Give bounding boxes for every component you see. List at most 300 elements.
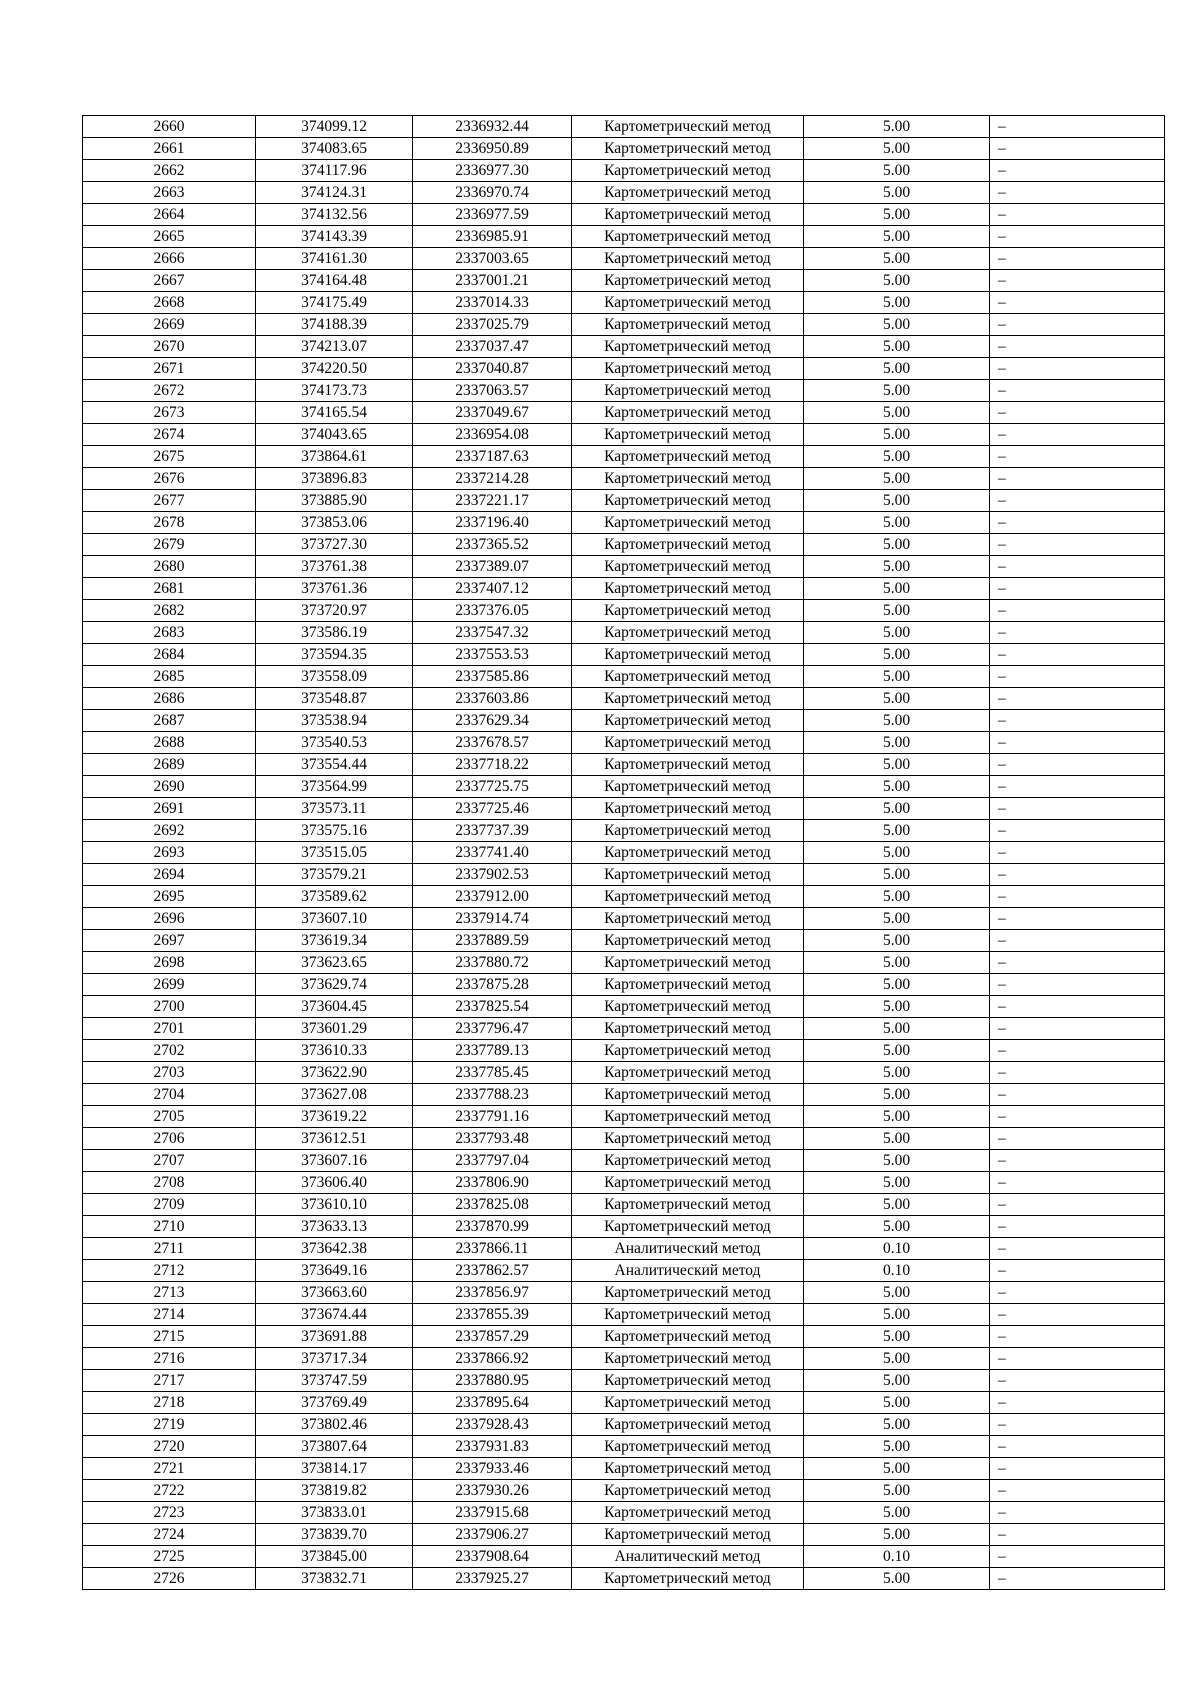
cell-coordinate-x: 373727.30 (256, 534, 413, 556)
cell-point-number: 2688 (83, 732, 256, 754)
cell-method: Картометрический метод (572, 600, 804, 622)
cell-coordinate-x: 373589.62 (256, 886, 413, 908)
table-row (83, 1018, 1165, 1040)
cell-point-number: 2679 (83, 534, 256, 556)
cell-point-number: 2682 (83, 600, 256, 622)
cell-method: Картометрический метод (572, 1282, 804, 1304)
cell-coordinate-x: 374188.39 (256, 314, 413, 336)
cell-coordinate-y: 2337585.86 (413, 666, 572, 688)
table-row (83, 490, 1165, 512)
coordinates-table (82, 115, 1165, 1590)
cell-note: – (990, 1458, 1165, 1480)
cell-accuracy: 5.00 (804, 116, 990, 138)
cell-accuracy: 5.00 (804, 952, 990, 974)
cell-method: Картометрический метод (572, 754, 804, 776)
cell-accuracy: 5.00 (804, 160, 990, 182)
cell-coordinate-x: 373610.10 (256, 1194, 413, 1216)
cell-point-number: 2694 (83, 864, 256, 886)
cell-coordinate-y: 2337914.74 (413, 908, 572, 930)
cell-method: Картометрический метод (572, 622, 804, 644)
table-row (83, 1282, 1165, 1304)
cell-accuracy: 5.00 (804, 1040, 990, 1062)
cell-coordinate-y: 2337603.86 (413, 688, 572, 710)
cell-coordinate-x: 374164.48 (256, 270, 413, 292)
cell-point-number: 2687 (83, 710, 256, 732)
cell-method: Аналитический метод (572, 1546, 804, 1568)
cell-note: – (990, 1172, 1165, 1194)
cell-coordinate-y: 2337895.64 (413, 1392, 572, 1414)
cell-note: – (990, 1524, 1165, 1546)
cell-coordinate-x: 373896.83 (256, 468, 413, 490)
cell-method: Картометрический метод (572, 380, 804, 402)
cell-method: Картометрический метод (572, 1128, 804, 1150)
cell-method: Картометрический метод (572, 490, 804, 512)
cell-coordinate-y: 2336970.74 (413, 182, 572, 204)
cell-point-number: 2677 (83, 490, 256, 512)
table-row (83, 336, 1165, 358)
cell-point-number: 2692 (83, 820, 256, 842)
cell-point-number: 2669 (83, 314, 256, 336)
cell-coordinate-y: 2337789.13 (413, 1040, 572, 1062)
cell-accuracy: 5.00 (804, 1458, 990, 1480)
cell-note: – (990, 512, 1165, 534)
cell-method: Картометрический метод (572, 446, 804, 468)
cell-accuracy: 5.00 (804, 358, 990, 380)
cell-coordinate-y: 2337737.39 (413, 820, 572, 842)
cell-coordinate-x: 373564.99 (256, 776, 413, 798)
cell-coordinate-y: 2337791.16 (413, 1106, 572, 1128)
cell-coordinate-y: 2337889.59 (413, 930, 572, 952)
cell-note: – (990, 1282, 1165, 1304)
cell-accuracy: 5.00 (804, 248, 990, 270)
cell-coordinate-x: 374173.73 (256, 380, 413, 402)
cell-coordinate-x: 374213.07 (256, 336, 413, 358)
cell-note: – (990, 446, 1165, 468)
cell-point-number: 2708 (83, 1172, 256, 1194)
cell-note: – (990, 402, 1165, 424)
cell-coordinate-y: 2337912.00 (413, 886, 572, 908)
cell-note: – (990, 424, 1165, 446)
cell-coordinate-x: 373674.44 (256, 1304, 413, 1326)
cell-coordinate-y: 2337049.67 (413, 402, 572, 424)
cell-coordinate-x: 373832.71 (256, 1568, 413, 1590)
cell-coordinate-y: 2337553.53 (413, 644, 572, 666)
cell-note: – (990, 996, 1165, 1018)
cell-point-number: 2699 (83, 974, 256, 996)
cell-accuracy: 5.00 (804, 1128, 990, 1150)
cell-method: Картометрический метод (572, 1480, 804, 1502)
cell-point-number: 2706 (83, 1128, 256, 1150)
cell-point-number: 2676 (83, 468, 256, 490)
cell-point-number: 2703 (83, 1062, 256, 1084)
cell-coordinate-x: 373720.97 (256, 600, 413, 622)
cell-coordinate-y: 2337931.83 (413, 1436, 572, 1458)
cell-method: Картометрический метод (572, 1040, 804, 1062)
cell-note: – (990, 1370, 1165, 1392)
cell-method: Картометрический метод (572, 732, 804, 754)
cell-coordinate-x: 373717.34 (256, 1348, 413, 1370)
cell-accuracy: 5.00 (804, 1172, 990, 1194)
cell-coordinate-y: 2337365.52 (413, 534, 572, 556)
cell-accuracy: 0.10 (804, 1238, 990, 1260)
cell-method: Картометрический метод (572, 1326, 804, 1348)
cell-coordinate-x: 373575.16 (256, 820, 413, 842)
cell-accuracy: 5.00 (804, 930, 990, 952)
table-row (83, 1348, 1165, 1370)
table-row (83, 402, 1165, 424)
cell-accuracy: 5.00 (804, 1502, 990, 1524)
table-row (83, 292, 1165, 314)
cell-coordinate-x: 374220.50 (256, 358, 413, 380)
cell-method: Картометрический метод (572, 1084, 804, 1106)
cell-coordinate-x: 374043.65 (256, 424, 413, 446)
cell-accuracy: 5.00 (804, 1216, 990, 1238)
cell-coordinate-x: 373622.90 (256, 1062, 413, 1084)
cell-method: Картометрический метод (572, 1348, 804, 1370)
cell-coordinate-y: 2337014.33 (413, 292, 572, 314)
cell-coordinate-y: 2337866.92 (413, 1348, 572, 1370)
cell-coordinate-y: 2337629.34 (413, 710, 572, 732)
cell-method: Картометрический метод (572, 556, 804, 578)
cell-accuracy: 5.00 (804, 644, 990, 666)
cell-coordinate-y: 2336977.59 (413, 204, 572, 226)
table-row (83, 1326, 1165, 1348)
cell-coordinate-x: 373885.90 (256, 490, 413, 512)
cell-accuracy: 5.00 (804, 622, 990, 644)
cell-coordinate-y: 2337862.57 (413, 1260, 572, 1282)
cell-note: – (990, 1084, 1165, 1106)
cell-note: – (990, 908, 1165, 930)
cell-point-number: 2725 (83, 1546, 256, 1568)
cell-method: Картометрический метод (572, 1502, 804, 1524)
cell-method: Картометрический метод (572, 864, 804, 886)
cell-coordinate-x: 374124.31 (256, 182, 413, 204)
cell-coordinate-x: 373619.22 (256, 1106, 413, 1128)
cell-point-number: 2686 (83, 688, 256, 710)
table-row (83, 666, 1165, 688)
cell-note: – (990, 798, 1165, 820)
cell-note: – (990, 732, 1165, 754)
cell-coordinate-x: 373691.88 (256, 1326, 413, 1348)
cell-point-number: 2715 (83, 1326, 256, 1348)
cell-point-number: 2705 (83, 1106, 256, 1128)
cell-accuracy: 5.00 (804, 776, 990, 798)
cell-accuracy: 5.00 (804, 996, 990, 1018)
cell-method: Картометрический метод (572, 138, 804, 160)
cell-coordinate-y: 2337221.17 (413, 490, 572, 512)
cell-note: – (990, 688, 1165, 710)
cell-coordinate-y: 2337866.11 (413, 1238, 572, 1260)
table-row (83, 578, 1165, 600)
cell-point-number: 2691 (83, 798, 256, 820)
cell-method: Картометрический метод (572, 270, 804, 292)
cell-coordinate-y: 2337856.97 (413, 1282, 572, 1304)
cell-note: – (990, 644, 1165, 666)
cell-point-number: 2718 (83, 1392, 256, 1414)
cell-coordinate-y: 2337547.32 (413, 622, 572, 644)
cell-method: Картометрический метод (572, 578, 804, 600)
table-row (83, 1128, 1165, 1150)
table-row (83, 1370, 1165, 1392)
cell-coordinate-x: 373579.21 (256, 864, 413, 886)
cell-accuracy: 5.00 (804, 292, 990, 314)
cell-point-number: 2662 (83, 160, 256, 182)
cell-point-number: 2721 (83, 1458, 256, 1480)
cell-coordinate-y: 2337214.28 (413, 468, 572, 490)
cell-point-number: 2674 (83, 424, 256, 446)
table-row (83, 974, 1165, 996)
cell-coordinate-y: 2337040.87 (413, 358, 572, 380)
cell-method: Картометрический метод (572, 820, 804, 842)
cell-note: – (990, 1150, 1165, 1172)
cell-coordinate-y: 2337187.63 (413, 446, 572, 468)
cell-accuracy: 5.00 (804, 666, 990, 688)
cell-accuracy: 5.00 (804, 490, 990, 512)
cell-note: – (990, 1018, 1165, 1040)
cell-coordinate-x: 374117.96 (256, 160, 413, 182)
cell-note: – (990, 1326, 1165, 1348)
cell-point-number: 2690 (83, 776, 256, 798)
table-row (83, 930, 1165, 952)
cell-point-number: 2693 (83, 842, 256, 864)
cell-coordinate-y: 2337880.95 (413, 1370, 572, 1392)
cell-point-number: 2671 (83, 358, 256, 380)
cell-point-number: 2717 (83, 1370, 256, 1392)
cell-note: – (990, 248, 1165, 270)
cell-method: Картометрический метод (572, 402, 804, 424)
cell-method: Картометрический метод (572, 1392, 804, 1414)
cell-point-number: 2709 (83, 1194, 256, 1216)
cell-coordinate-y: 2337925.27 (413, 1568, 572, 1590)
cell-point-number: 2672 (83, 380, 256, 402)
cell-note: – (990, 336, 1165, 358)
cell-accuracy: 5.00 (804, 336, 990, 358)
cell-point-number: 2660 (83, 116, 256, 138)
cell-accuracy: 5.00 (804, 226, 990, 248)
cell-accuracy: 5.00 (804, 1414, 990, 1436)
cell-coordinate-x: 374143.39 (256, 226, 413, 248)
cell-point-number: 2666 (83, 248, 256, 270)
table-row (83, 842, 1165, 864)
cell-method: Картометрический метод (572, 930, 804, 952)
table-row (83, 1524, 1165, 1546)
cell-accuracy: 5.00 (804, 270, 990, 292)
table-row (83, 600, 1165, 622)
cell-coordinate-y: 2337785.45 (413, 1062, 572, 1084)
cell-accuracy: 0.10 (804, 1260, 990, 1282)
cell-note: – (990, 292, 1165, 314)
cell-accuracy: 5.00 (804, 578, 990, 600)
table-row (83, 1084, 1165, 1106)
cell-point-number: 2678 (83, 512, 256, 534)
cell-coordinate-x: 373586.19 (256, 622, 413, 644)
cell-coordinate-y: 2337793.48 (413, 1128, 572, 1150)
cell-note: – (990, 534, 1165, 556)
cell-point-number: 2698 (83, 952, 256, 974)
cell-point-number: 2696 (83, 908, 256, 930)
cell-accuracy: 5.00 (804, 468, 990, 490)
cell-coordinate-x: 373747.59 (256, 1370, 413, 1392)
cell-coordinate-y: 2337915.68 (413, 1502, 572, 1524)
cell-method: Картометрический метод (572, 776, 804, 798)
cell-note: – (990, 952, 1165, 974)
table-row (83, 1106, 1165, 1128)
cell-coordinate-x: 373814.17 (256, 1458, 413, 1480)
cell-note: – (990, 622, 1165, 644)
cell-coordinate-y: 2336977.30 (413, 160, 572, 182)
cell-point-number: 2722 (83, 1480, 256, 1502)
cell-point-number: 2670 (83, 336, 256, 358)
cell-note: – (990, 1238, 1165, 1260)
cell-coordinate-x: 373623.65 (256, 952, 413, 974)
cell-coordinate-y: 2337857.29 (413, 1326, 572, 1348)
cell-method: Картометрический метод (572, 182, 804, 204)
cell-coordinate-x: 373769.49 (256, 1392, 413, 1414)
cell-accuracy: 5.00 (804, 556, 990, 578)
cell-note: – (990, 1502, 1165, 1524)
cell-note: – (990, 160, 1165, 182)
cell-coordinate-x: 374099.12 (256, 116, 413, 138)
table-row (83, 204, 1165, 226)
cell-note: – (990, 116, 1165, 138)
cell-coordinate-x: 373663.60 (256, 1282, 413, 1304)
cell-coordinate-y: 2336954.08 (413, 424, 572, 446)
table-row (83, 1414, 1165, 1436)
cell-method: Картометрический метод (572, 1458, 804, 1480)
cell-method: Картометрический метод (572, 204, 804, 226)
cell-accuracy: 5.00 (804, 820, 990, 842)
cell-accuracy: 5.00 (804, 732, 990, 754)
cell-coordinate-y: 2337825.08 (413, 1194, 572, 1216)
cell-accuracy: 5.00 (804, 710, 990, 732)
cell-point-number: 2716 (83, 1348, 256, 1370)
table-row (83, 534, 1165, 556)
cell-coordinate-y: 2337725.46 (413, 798, 572, 820)
cell-method: Картометрический метод (572, 1018, 804, 1040)
cell-coordinate-x: 373864.61 (256, 446, 413, 468)
table-row (83, 886, 1165, 908)
cell-note: – (990, 1128, 1165, 1150)
cell-coordinate-y: 2337928.43 (413, 1414, 572, 1436)
cell-note: – (990, 600, 1165, 622)
table-row (83, 864, 1165, 886)
cell-point-number: 2673 (83, 402, 256, 424)
cell-note: – (990, 710, 1165, 732)
cell-accuracy: 5.00 (804, 314, 990, 336)
cell-note: – (990, 1062, 1165, 1084)
cell-point-number: 2664 (83, 204, 256, 226)
table-row (83, 556, 1165, 578)
cell-note: – (990, 468, 1165, 490)
cell-note: – (990, 886, 1165, 908)
cell-coordinate-x: 373619.34 (256, 930, 413, 952)
cell-point-number: 2661 (83, 138, 256, 160)
cell-coordinate-x: 373601.29 (256, 1018, 413, 1040)
cell-note: – (990, 1480, 1165, 1502)
cell-accuracy: 5.00 (804, 1084, 990, 1106)
cell-note: – (990, 930, 1165, 952)
cell-coordinate-x: 373627.08 (256, 1084, 413, 1106)
cell-coordinate-x: 373633.13 (256, 1216, 413, 1238)
cell-method: Картометрический метод (572, 248, 804, 270)
cell-coordinate-x: 373612.51 (256, 1128, 413, 1150)
cell-point-number: 2711 (83, 1238, 256, 1260)
cell-note: – (990, 666, 1165, 688)
cell-coordinate-y: 2337933.46 (413, 1458, 572, 1480)
cell-point-number: 2704 (83, 1084, 256, 1106)
cell-method: Картометрический метод (572, 798, 804, 820)
cell-point-number: 2701 (83, 1018, 256, 1040)
cell-method: Картометрический метод (572, 1172, 804, 1194)
cell-point-number: 2697 (83, 930, 256, 952)
cell-accuracy: 5.00 (804, 600, 990, 622)
cell-point-number: 2695 (83, 886, 256, 908)
cell-note: – (990, 204, 1165, 226)
cell-coordinate-x: 373594.35 (256, 644, 413, 666)
cell-point-number: 2685 (83, 666, 256, 688)
cell-point-number: 2689 (83, 754, 256, 776)
table-row (83, 468, 1165, 490)
cell-method: Картометрический метод (572, 1062, 804, 1084)
table-row (83, 138, 1165, 160)
cell-point-number: 2712 (83, 1260, 256, 1282)
cell-coordinate-x: 374175.49 (256, 292, 413, 314)
cell-note: – (990, 820, 1165, 842)
cell-note: – (990, 578, 1165, 600)
cell-coordinate-x: 373649.16 (256, 1260, 413, 1282)
cell-note: – (990, 1436, 1165, 1458)
cell-coordinate-x: 373845.00 (256, 1546, 413, 1568)
cell-accuracy: 5.00 (804, 974, 990, 996)
cell-coordinate-x: 373629.74 (256, 974, 413, 996)
cell-point-number: 2680 (83, 556, 256, 578)
cell-coordinate-x: 373807.64 (256, 1436, 413, 1458)
table-row (83, 160, 1165, 182)
cell-method: Картометрический метод (572, 358, 804, 380)
cell-method: Картометрический метод (572, 1568, 804, 1590)
table-row (83, 380, 1165, 402)
cell-coordinate-x: 373604.45 (256, 996, 413, 1018)
cell-method: Картометрический метод (572, 1524, 804, 1546)
table-row (83, 314, 1165, 336)
cell-method: Картометрический метод (572, 314, 804, 336)
table-row (83, 1150, 1165, 1172)
cell-coordinate-x: 373558.09 (256, 666, 413, 688)
cell-coordinate-y: 2337063.57 (413, 380, 572, 402)
cell-method: Картометрический метод (572, 688, 804, 710)
cell-method: Картометрический метод (572, 160, 804, 182)
cell-accuracy: 5.00 (804, 1062, 990, 1084)
cell-note: – (990, 1348, 1165, 1370)
cell-accuracy: 5.00 (804, 908, 990, 930)
cell-coordinate-x: 373573.11 (256, 798, 413, 820)
cell-note: – (990, 1414, 1165, 1436)
table-row (83, 952, 1165, 974)
cell-point-number: 2710 (83, 1216, 256, 1238)
cell-accuracy: 5.00 (804, 1326, 990, 1348)
cell-point-number: 2714 (83, 1304, 256, 1326)
cell-note: – (990, 226, 1165, 248)
cell-coordinate-x: 374161.30 (256, 248, 413, 270)
cell-coordinate-y: 2336985.91 (413, 226, 572, 248)
table-row (83, 446, 1165, 468)
cell-coordinate-x: 373606.40 (256, 1172, 413, 1194)
cell-coordinate-x: 373819.82 (256, 1480, 413, 1502)
table-row (83, 688, 1165, 710)
cell-coordinate-y: 2337003.65 (413, 248, 572, 270)
cell-point-number: 2665 (83, 226, 256, 248)
table-row (83, 182, 1165, 204)
